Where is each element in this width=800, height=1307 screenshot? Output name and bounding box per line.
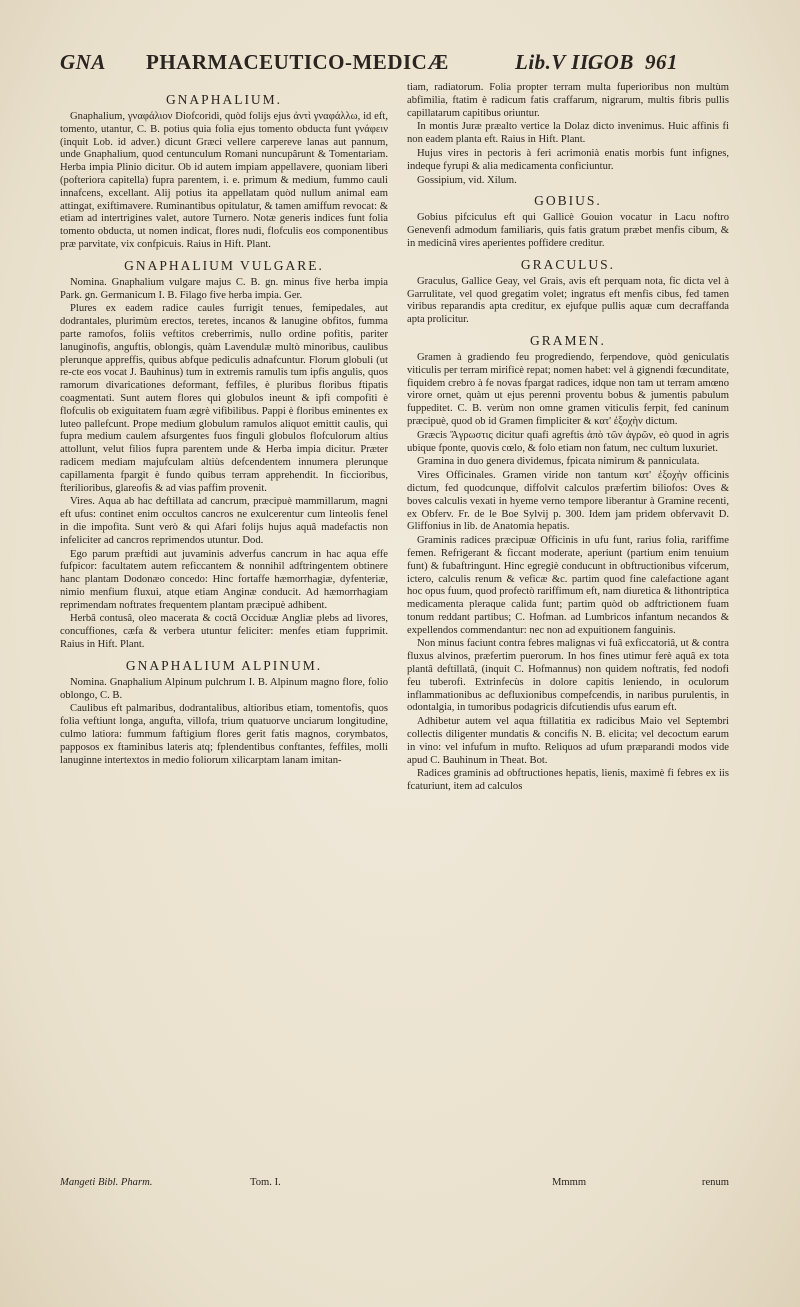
paragraph: Gnaphalium, γναφάλιον Diofcoridi, quòd folijs ejus ἀντὶ γναφάλλω, id eft, tomento, utantur, C. B. potius quia folia ejus tomento obducta funt γνάφειν (inquit Lob. id adver.) dicunt Græci vellere carpereve lanas aut pannum, unde Gnaphalium, quod centunculum Romani nuncupârunt & Tomentariam. Herba impia Plinio dicitur. Ob id autem impiam appellavere, quoniam liberi (pofteriora capitella) fupra parentem, i. e. primum & medium, fummo cauli innafcens, excellant. Alij potius ita appellatam quòd nullum animal eam attingat, exiftimavere. Ruminantibus opitulatur, & tamen amiffum revocat: & etiam ad intertrigines valet, autore Turnero. Notæ generis indices funt folia tomento obducta, ut nomen indicat, flores nudi, flofculis eos componentibus præ parvitate, vix confpicuis. Raius in Hift. Plant. xyxy=(60,111,388,250)
paragraph: Nomina. Gnaphalium vulgare majus C. B. gn. minus five herba impia Park. gn. Germanicum I. B. Filago five herba impia. Ger. xyxy=(60,276,388,301)
running-header xyxy=(60,50,760,80)
paragraph: Hujus vires in pectoris à feri acrimonià enatis morbis funt infignes, indeque fyrupi & alia medicamenta conficiuntur. xyxy=(407,147,729,172)
header-book-number: Lib.V II. xyxy=(515,50,595,74)
footer-left xyxy=(60,1177,388,1188)
page-number: 961 xyxy=(645,50,678,74)
entry-heading-gnaphalium-alpinum: GNAPHALIUM ALPINUM. xyxy=(125,657,323,673)
entry-heading-gnaphalium: GNAPHALIUM. xyxy=(165,92,283,107)
paragraph: Graminis radices præcipuæ Officinis in ufu funt, rarius folia, rariffime femen. Refrigerant & ficcant moderate, aperiunt (partium enim tenuium funt) & fubaftringunt. Hinc egregiè conducunt in obftructionibus vifcerum, ictero, calculis renum & veficæ &c. partim quod fine calefactione agant hoc opus fuum, quod profectò rariffimum eft, nam diuretica & lithontriptica medicamenta pleraque calida funt; partim quòd ob adftrictionem fuam tonum reddant partibus; C. Hofman. ad Lumbricos infantum necandos & expellendos commendantur: nec non ad expuitionem fanguinis. xyxy=(407,535,729,636)
footer-book-title: Mangeti Bibl. Pharm. xyxy=(60,1177,153,1188)
paragraph: Adhibetur autem vel aqua ftillatitia ex radicibus Maio vel Septembri collectis diligenter mundatis & concifis N. B. elicita; vel decoctum earum in vino: vel infufum in mufto. Reliquos ad ufum præparandi modos vide apud C. Bauhinum in Theat. Bot. xyxy=(407,716,729,766)
paragraph: Graculus, Gallice Geay, vel Grais, avis eft perquam nota, fic dicta vel à Garrulitate, vel quod gregatim volet; ingratus eft menfis cibus, fed tamen viribus reparandis apta creditur, ex ejufque pullis aquæ cum decraffanda apta prolicitur. xyxy=(407,275,729,326)
entry-heading-gobius: GOBIUS. xyxy=(534,193,602,209)
signature-mark: Mmmm xyxy=(552,1177,587,1188)
paragraph: Gobius pifciculus eft qui Gallicè Gouion vocatur in Lacu noftro Genevenfi admodum familiaris, quis fatis gratum præbet menfis cibum, & in medicinâ vires aperientes poffidere creditur. xyxy=(407,212,729,249)
footer-volume: Tom. I. xyxy=(250,1177,281,1188)
paragraph: Herbâ contusâ, oleo macerata & coctâ Occiduæ Angliæ plebs ad livores, concuffiones, cæfa & verbera utuntur feliciter: menfes etiam fupprimit. Raius in Hift. Plant. xyxy=(60,613,388,651)
paragraph: Ego parum præftidi aut juvaminis adverfus cancrum in hac aqua effe fufpicor: facultatem autem reficcantem & nonnihil adftringentem obtinere hanc plantam Dodonæo concedo: Hinc fortaffe hæmorrhagiæ, dyfenteriæ, nimio menfium fluxui, atque etiam Anginæ conducit. Ad hæmorrhagiam reprimendam noftrates frequentem plantam præcipuè adhibent. xyxy=(60,548,388,611)
catchword: renum xyxy=(701,1177,729,1188)
paragraph: Græcis Ἄγρωστις dicitur quafi agreftis ἀπὸ τῶν ἀγρῶν, eò quod in agris ubique fponte, quovis cœlo, & folo etiam non fatum, nec cultum luxuriet. xyxy=(407,429,729,454)
header-left-catch: GNA xyxy=(60,50,106,74)
header-right-catch: GOB xyxy=(588,50,634,74)
paragraph: Gramen à gradiendo feu progrediendo, ferpendove, quòd geniculatis viticulis per terram mirificè repat; nomen habet: vel à gignendi fœcunditate, fiquidem crebro à fe novas fpargat radices, idque non tam ut terram amœno virore ornet, quàm ut ejus perenni proventu bobus & jumentis pabulum fuppeditet. C. B. verùm non omne gramen viticulis ferpit, fed caninum præcipuè, quod ob id Gramen fimpliciter & κατ' ἐξοχὴν dictum. xyxy=(407,351,729,427)
paragraph: Gramina in duo genera dividemus, fpicata nimirum & panniculata. xyxy=(417,456,700,468)
paragraph: Radices graminis ad obftructiones hepatis, lienis, maximè fi febres ex iis fcaturiunt, item ad calculos xyxy=(407,768,729,793)
paragraph: Plures ex eadem radice caules furrigit tenues, femipedales, aut dodrantales, plurimùm erectos, teretes, incanos & lanugine obfitos, fumma parte ramofos, foliis veftitos creberrimis, nullo ordine pofitis, pariter lanuginofis, anguftis, oblongis, quàm Lavendulæ multò minoribus, caulibus plerunque appreffis, quibus abfque pediculis adnafcuntur. Florum globuli (ut re-cte eos vocat J. Bauhinus) tum in extremis ramulis tum ipfis angulis, quos ramorum divaricationes deformant, feffiles, è pluribus floribus ftipatis coagmentati. Sunt autem flores qui globulos ineunt & ipfi compofiti è flofculis ob exiguitatem fuam ægrè vifibilibus. Pappi è floribus eminentes ex luteo pallefcunt. Prope medium globulum ramulos aliquot emittit caulis, qui fupra medium caulem afsurgentes fuos finguli globulos flofculorum altius attollunt, velut filios fupra parentem unde & Herba impia dicitur. Præter radicem mediam majufculam altiùs defcendentem innumera plerunque capillamenta fpargit è fundo quibus terram apprehendit. In ficcioribus, fterilioribus, glareofis & ad vias paffim provenit. xyxy=(60,303,388,494)
paragraph: tiam, radiatorum. Folia propter terram multa fuperioribus non multùm abfimilia, ftatim è radicum fatis craffarum, nigrarum, multis fibris pullis capillatarum capitibus oriuntur. xyxy=(407,82,729,119)
paragraph: Gossipium, vid. Xilum. xyxy=(417,174,517,186)
header-title: PHARMACEUTICO-MEDICÆ xyxy=(146,50,449,74)
entry-heading-gramen: GRAMEN. xyxy=(530,332,606,348)
paragraph: Caulibus eft palmaribus, dodrantalibus, altioribus etiam, tomentofis, quos folia veftiunt longa, angufta, villofa, trium quatuorve unciarum longitudine, culmo latiora: fummum faftigium flores gerit fatis magnos, corymbatos, papposos ex ftaminibus lateris atq; fplendentibus conftantes, feffiles, molli lanuginne intertextos in medio foliorum xilicarptam lanam imitan- xyxy=(60,703,388,766)
left-column xyxy=(60,82,388,768)
entry-heading-gnaphalium-vulgare: GNAPHALIUM VULGARE. xyxy=(124,257,324,273)
paragraph: Vires. Aqua ab hac deftillata ad cancrum, præcipuè mammillarum, magni eft ufus: continet enim occultos cancros ne exulcerentur cum linteolis fenel in die impofita. Sunt verò & qui Afari folijs hujus aquâ madefactis non infeliciter ad cancros reprimendos utuntur. Dod. xyxy=(60,496,388,546)
paragraph: Non minus faciunt contra febres malignas vi fuâ exficcatoriâ, ut & contra fluxus alvinos, præfertim puerorum. In hos fines utimur ferè aquâ ex tota plantâ deftillatâ, (inquit C. Hofmannus) non quidem noftratis, fed nodofi feu tuberofi. Extrinfecùs in dolore capitis leniendo, in oculorum inflammationibus ac defluxionibus compefcendis, in naribus purulentis, in odontalgia, in tumoribus podagricis difcutiendis ufus earum eft. xyxy=(407,638,729,714)
paragraph: In montis Juræ præalto vertice la Dolaz dicto invenimus. Huic affinis fi non eadem planta eft. Raius in Hift. Plant. xyxy=(407,121,729,146)
paragraph: Nomina. Gnaphalium Alpinum pulchrum I. B. Alpinum magno flore, folio oblongo, C. B. xyxy=(60,676,388,701)
paragraph: Vires Officinales. Gramen viride non tantum κατ' ἐξοχὴν officinis dictum, fed quodcunque, diffolvit calculos præfertim biliofos: Oves & boves calculis vexati in hyeme verno tempore liberantur à Gramine recenti, ex Obferv. Fr. de le Boe Sylvij p. 300. Idem jam pridem obfervavit D. Gliffonius in lib. de Anatomia hepatis. xyxy=(407,470,729,533)
right-column xyxy=(407,82,729,795)
entry-heading-graculus: GRACULUS. xyxy=(520,256,616,272)
